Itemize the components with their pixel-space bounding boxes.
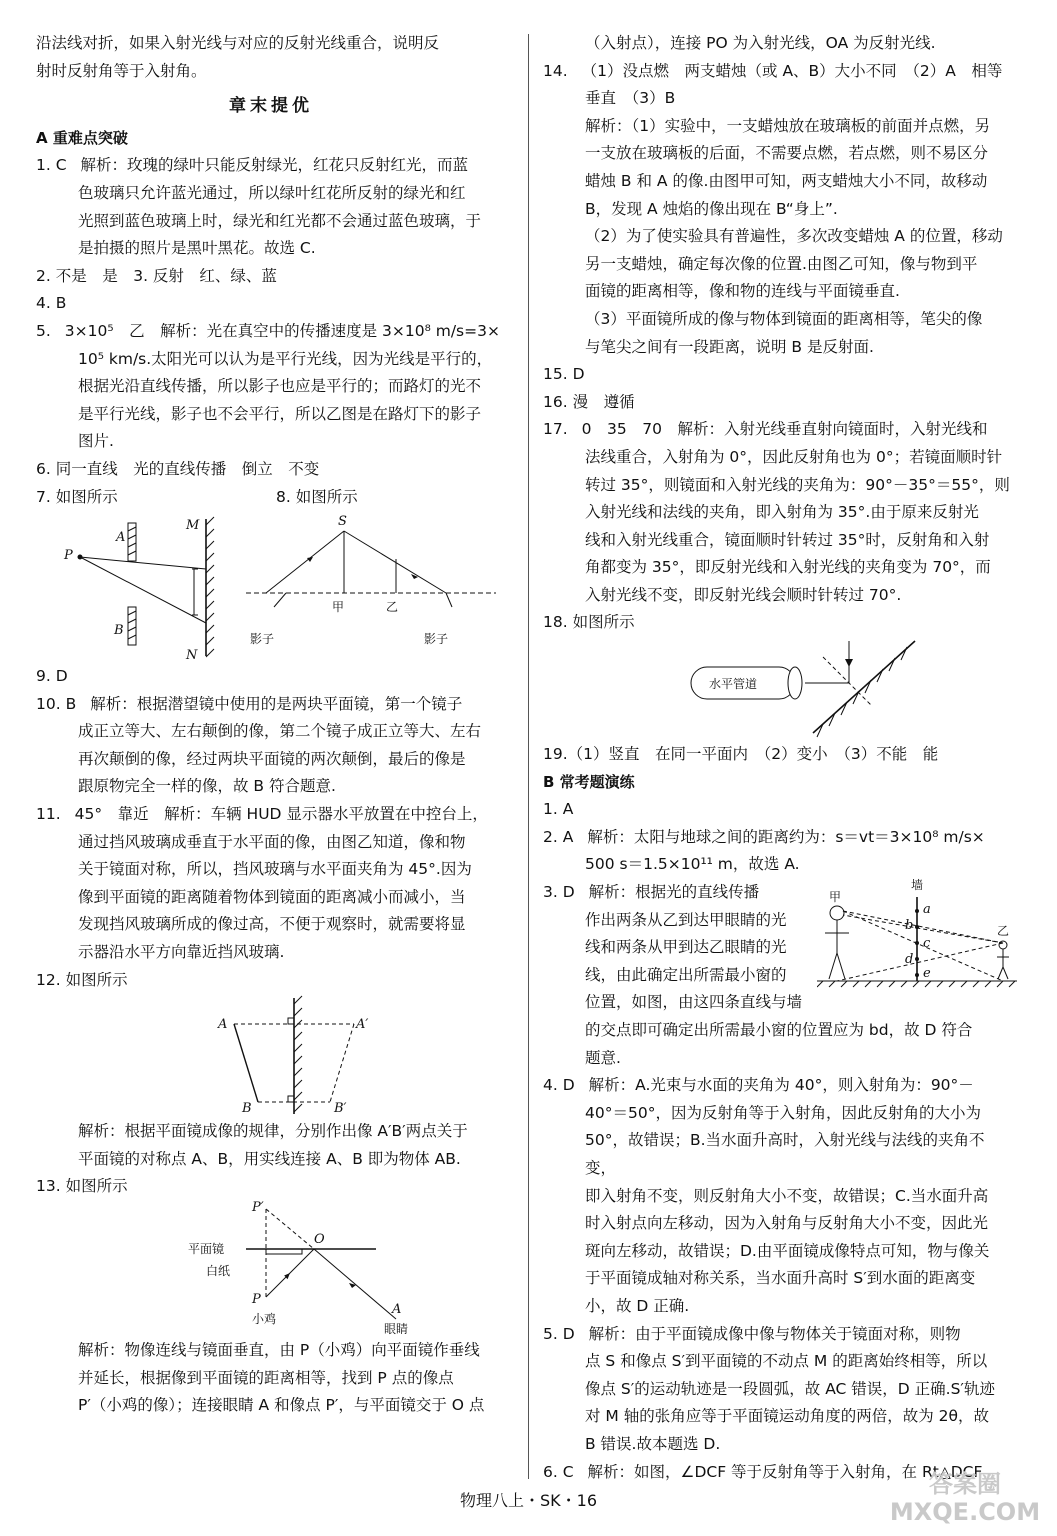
- b4-line: 于平面镜成轴对称关系，当水面升高时 S′到水面的距离变: [585, 1269, 976, 1288]
- q14-line: 垂直 （3）B: [585, 89, 676, 108]
- q10-line: 解析：根据潜望镜中使用的是两块平面镜，第一个镜子: [90, 694, 463, 713]
- fig13-label-P-prime: P′: [252, 1201, 264, 1215]
- b3-number: 3. D: [543, 883, 575, 902]
- q13-continuation: （入射点），连接 PO 为入射光线，OA 为反射光线.: [585, 34, 936, 52]
- fig-b3-label-jia: 甲: [829, 890, 842, 905]
- fig8-label-yi: 乙: [386, 600, 399, 615]
- intro-line-1: 沿法线对折，如果入射光线与对应的反射光线重合，说明反: [36, 34, 440, 52]
- fig13-label-P: P: [252, 1292, 261, 1307]
- b5-line: 对 M 轴的张角应等于平面镜运动角度的两倍，故为 2θ，故: [585, 1407, 990, 1426]
- fig-b3-label-d: d: [905, 952, 914, 968]
- q17-number: 17.: [543, 420, 568, 439]
- q14-analysis-line: （3）平面镜所成的像与物体到镜面的距离相等，笔尖的像: [585, 309, 983, 328]
- watermark-logo: 答案圈 MXQE.COM: [889, 1470, 1041, 1526]
- q5-line: 图片.: [78, 432, 114, 451]
- q10-number: 10. B: [36, 694, 77, 713]
- question-19: 19.（1）竖直 在同一平面内 （2）变小 （3）不能 能: [543, 745, 939, 764]
- q1-line: 解析：玫瑰的绿叶只能反射绿光，红花只反射红光，而蓝: [80, 156, 469, 175]
- fig8-label-shadow-1: 影子: [250, 632, 275, 647]
- fig7-label-B: B: [114, 623, 124, 639]
- question-2-3: 2. 不是 是 3. 反射 红、绿、蓝: [36, 266, 277, 285]
- b4-number: 4. D: [543, 1076, 575, 1095]
- figure-8-diagram: [246, 511, 496, 661]
- question-1: [36, 152, 506, 262]
- b4-line: 40°＝50°，因为反射角等于入射角，因此反射角的大小为: [585, 1103, 981, 1122]
- fig13-label-mirror: 平面镜: [188, 1242, 225, 1256]
- b-question-3: [543, 879, 1013, 1072]
- q1-line: 光照到蓝色玻璃上时，绿光和红光都不会通过蓝色玻璃，于: [78, 211, 482, 230]
- b4-line: 小，故 D 正确.: [585, 1296, 690, 1315]
- fig-b3-label-yi: 乙: [997, 924, 1010, 939]
- question-12: 12. 如图所示: [36, 970, 128, 989]
- question-11: [36, 801, 506, 967]
- fig8-label-S: S: [338, 514, 347, 530]
- q11-line: 45° 靠近 解析：车辆 HUD 显示器水平放置在中控台上，: [74, 805, 488, 824]
- fig12-label-A: A: [218, 1017, 228, 1033]
- fig12-label-B-prime: B′: [334, 1101, 347, 1117]
- page-footer: 物理八上・SK・16: [459, 1491, 597, 1510]
- b-question-1: 1. A: [543, 800, 574, 819]
- b4-line: 50°，故错误；B.当水面升高时，入射光线与法线的夹角不变，: [585, 1131, 985, 1177]
- q10-line: 成正立等大、左右颠倒的像，第二个镜子成正立等大、左右: [78, 722, 482, 741]
- figure-13: [36, 1201, 506, 1337]
- question-15: 15. D: [543, 365, 585, 384]
- fig7-label-P: P: [64, 548, 73, 564]
- question-13: 13. 如图所示: [36, 1177, 128, 1196]
- q17-line: 入射光线不变，即反射光线会顺时针转过 70°.: [585, 585, 902, 604]
- figure-b3-diagram: [817, 873, 1017, 989]
- q7-q8-row: [36, 484, 506, 512]
- q11-line: 通过挡风玻璃成垂直于水平面的像，由图乙知道，像和物: [78, 832, 466, 851]
- section-a-title: A 重难点突破: [36, 128, 128, 147]
- q5-line: 3×10⁵ 乙 解析：光在真空中的传播速度是 3×10⁸ m/s=3×: [64, 321, 500, 340]
- figure-18: [543, 637, 1013, 741]
- b5-line: 像点 S′的运动轨迹是一段圆弧，故 AC 错误，D 正确.S′轨迹: [585, 1379, 995, 1398]
- question-10: [36, 691, 506, 801]
- fig-b3-label-wall: 墙: [911, 878, 924, 893]
- q17-line: 入射光线和法线的夹角，即入射角为 35°.由于原来反射光: [585, 503, 979, 522]
- b2-line: 500 s＝1.5×10¹¹ m，故选 A.: [585, 855, 800, 874]
- q14-analysis-line: 面镜的距离相等，像和物的连线与平面镜垂直.: [585, 282, 900, 301]
- question-8: 8. 如图所示: [276, 487, 358, 506]
- b5-number: 5. D: [543, 1324, 575, 1343]
- q17-line: 转过 35°，则镜面和入射光线的夹角为：90°－35°＝55°，则: [585, 475, 1010, 494]
- fig8-label-jia: 甲: [332, 600, 345, 615]
- q11-number: 11.: [36, 805, 61, 824]
- question-6: 6. 同一直线 光的直线传播 倒立 不变: [36, 459, 320, 478]
- q1-line: 是拍摄的照片是黑叶黑花。故选 C.: [78, 239, 316, 258]
- b3-line: 线，由此确定出所需最小窗的: [585, 965, 787, 984]
- b3-line: 的交点即可确定出所需最小窗的位置应为 bd，故 D 符合: [585, 1021, 973, 1039]
- fig13-label-chick: 小鸡: [252, 1312, 277, 1326]
- q13-analysis-line: P′（小鸡的像）；连接眼睛 A 和像点 P′，与平面镜交于 O 点: [78, 1396, 485, 1415]
- fig-b3-label-a: a: [923, 902, 931, 918]
- b5-line: 解析：由于平面镜成像中像与物体关于镜面对称，则物: [588, 1324, 961, 1343]
- fig-b3-label-e: e: [923, 966, 931, 982]
- b4-line: 解析：A.光束与水面的夹角为 40°，则入射角为：90°－: [588, 1076, 974, 1095]
- b5-line: B 错误.故本题选 D.: [585, 1434, 721, 1453]
- q13-analysis-line: 解析：物像连线与镜面垂直，由 P（小鸡）向平面镜作垂线: [78, 1341, 480, 1359]
- fig8-label-shadow-2: 影子: [424, 632, 449, 647]
- q12-analysis-line: 解析：根据平面镜成像的规律，分别作出像 A′B′两点关于: [78, 1122, 468, 1141]
- q14-analysis-line: 解析：（1）实验中，一支蜡烛放在玻璃板的前面并点燃，另: [585, 116, 991, 135]
- question-9: 9. D: [36, 667, 68, 686]
- q17-line: 角都变为 35°，即反射光线和入射光线的夹角变为 70°，而: [585, 558, 991, 577]
- right-column: [543, 30, 1013, 1486]
- figure-13-diagram: [186, 1201, 426, 1335]
- figures-7-8: [36, 511, 506, 663]
- q11-line: 发现挡风玻璃所成的像过高，不便于观察时，就需要将显: [78, 915, 466, 934]
- q14-analysis-line: 一支放在玻璃板的后面，不需要点燃，若点燃，则不易区分: [585, 144, 989, 163]
- b3-line: 线和两条从甲到达乙眼睛的光: [585, 938, 787, 957]
- question-7: 7. 如图所示: [36, 487, 118, 506]
- figure-12: [36, 994, 506, 1118]
- q17-line: 法线重合，入射角为 0°，因此反射角也为 0°；若镜面顺时针: [585, 447, 1003, 466]
- b3-line: 位置，如图，由这四条直线与墙: [585, 993, 803, 1012]
- q17-line: 0 35 70 解析：入射光线垂直射向镜面时，入射光线和: [581, 420, 988, 439]
- q10-line: 跟原物完全一样的像，故 B 符合题意.: [78, 777, 336, 796]
- b4-line: 即入射角不变，则反射角大小不变，故错误；C.当水面升高: [585, 1186, 989, 1205]
- q5-number: 5.: [36, 321, 51, 340]
- q14-number: 14.: [543, 61, 568, 80]
- q1-number: 1. C: [36, 156, 67, 175]
- q14-analysis-line: 另一支蜡烛，确定每次像的位置.由图乙可知，像与物到平: [585, 254, 978, 273]
- b6-number: 6. C: [543, 1462, 574, 1481]
- b-question-2: [543, 824, 1013, 879]
- q1-line: 色玻璃只允许蓝光通过，所以绿叶红花所反射的绿光和红: [78, 183, 466, 202]
- question-16: 16. 漫 遵循: [543, 392, 635, 411]
- q14-analysis-line: （2）为了使实验具有普遍性，多次改变蜡烛 A 的位置，移动: [585, 227, 1003, 246]
- question-14: [543, 58, 1013, 362]
- intro-line-2: 射时反射角等于入射角。: [36, 61, 207, 80]
- b-question-4: [543, 1072, 1013, 1320]
- b3-line: 作出两条从乙到达甲眼睛的光: [585, 910, 787, 929]
- b3-line: 解析：根据光的直线传播: [588, 883, 760, 902]
- q10-line: 再次颠倒的像，经过两块平面镜的两次颠倒，最后的像是: [78, 749, 466, 768]
- b4-line: 时入射点向左移动，因为入射角与反射角大小不变，因此光: [585, 1214, 989, 1233]
- q11-line: 关于镜面对称，所以，挡风玻璃与水平面夹角为 45°.因为: [78, 860, 472, 879]
- fig12-label-B: B: [242, 1101, 252, 1117]
- b3-line: 题意.: [585, 1048, 621, 1067]
- fig13-label-O: O: [314, 1232, 325, 1247]
- figure-18-diagram: [683, 637, 943, 739]
- question-5: [36, 318, 506, 456]
- figure-7-diagram: [36, 511, 226, 661]
- fig13-label-eye: 眼睛: [384, 1322, 409, 1335]
- fig7-label-N: N: [186, 648, 198, 662]
- q11-line: 像到平面镜的距离随着物体到镜面的距离减小而减小，当: [78, 887, 466, 906]
- q13-analysis-line: 并延长，根据像到平面镜的距离相等，找到 P 点的像点: [78, 1368, 454, 1387]
- question-17: [543, 416, 1013, 609]
- b2-line: 解析：太阳与地球之间的距离约为：s＝vt＝3×10⁸ m/s×: [587, 827, 985, 846]
- fig7-label-A: A: [116, 530, 126, 546]
- fig7-label-M: M: [186, 518, 200, 534]
- question-18: 18. 如图所示: [543, 613, 635, 632]
- fig13-label-A: A: [392, 1302, 402, 1317]
- column-divider: [528, 34, 529, 1479]
- q12-analysis-line: 平面镜的对称点 A、B，用实线连接 A、B 即为物体 AB.: [78, 1149, 461, 1168]
- question-4: 4. B: [36, 294, 67, 313]
- fig-b3-label-b: b: [905, 918, 914, 934]
- figure-12-diagram: [216, 994, 376, 1116]
- fig18-label-pipe: 水平管道: [709, 677, 758, 692]
- q14-line: （1）没点燃 两支蜡烛（或 A、B）大小不同 （2）A 相等: [581, 61, 1003, 80]
- fig-b3-label-c: c: [923, 936, 931, 952]
- q17-line: 线和入射光线重合，镜面顺时针转过 35°时，反射角和入射: [585, 530, 990, 549]
- q14-analysis-line: 蜡烛 B 和 A 的像.由图甲可知，两支蜡烛大小不同，故移动: [585, 171, 988, 190]
- fig12-label-A-prime: A′: [356, 1017, 369, 1033]
- q14-analysis-line: B，发现 A 烛焰的像出现在 B“身上”.: [585, 199, 838, 218]
- q5-line: 是平行光线，影子也不会平行，所以乙图是在路灯下的影子: [78, 404, 482, 423]
- b4-line: 斑向左移动，故错误；D.由平面镜成像特点可知，物与像关: [585, 1241, 990, 1260]
- b5-line: 点 S 和像点 S′到平面镜的不动点 M 的距离始终相等，所以: [585, 1352, 988, 1371]
- b-question-5: [543, 1321, 1013, 1459]
- q5-line: 根据光沿直线传播，所以影子也应是平行的；而路灯的光不: [78, 377, 482, 396]
- section-b-title: B 常考题演练: [543, 772, 635, 791]
- section-heading: 章末提优: [229, 96, 313, 117]
- b6-line: 解析：如图，∠DCF 等于反射角等于入射角，在 Rt△DCF: [587, 1462, 983, 1481]
- q5-line: 10⁵ km/s.太阳光可以认为是平行光线，因为光线是平行的，: [78, 349, 493, 368]
- q14-analysis-line: 与笔尖之间有一段距离，说明 B 是反射面.: [585, 337, 874, 356]
- q11-line: 示器沿水平方向靠近挡风玻璃.: [78, 943, 285, 962]
- left-column: [36, 30, 506, 1420]
- b2-number: 2. A: [543, 827, 574, 846]
- fig13-label-paper: 白纸: [206, 1264, 231, 1278]
